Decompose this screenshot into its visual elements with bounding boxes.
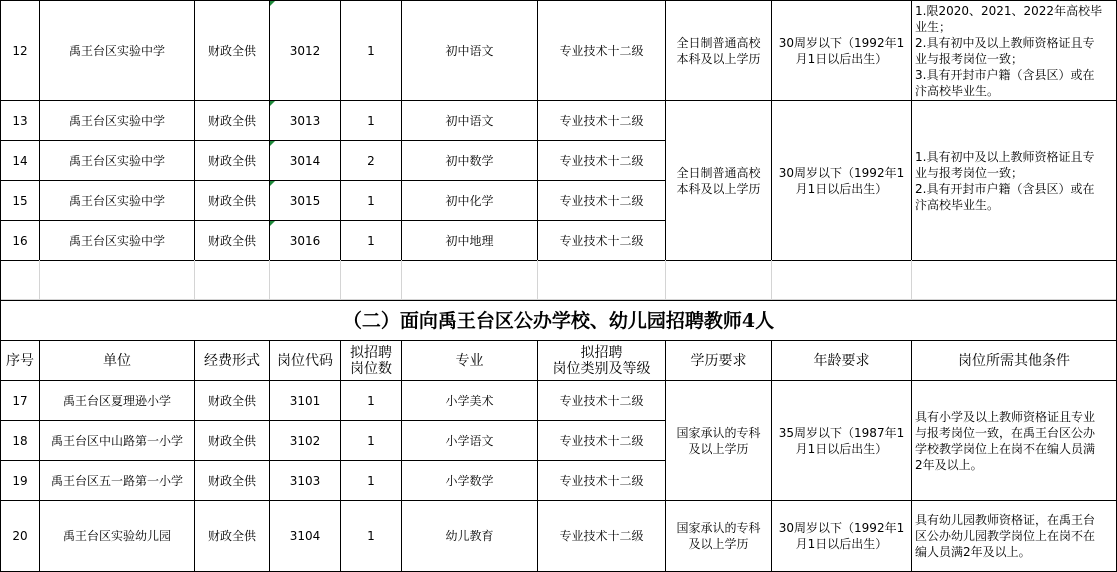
cell-major: 初中数学 bbox=[445, 153, 494, 168]
cell-unit: 禹王台区实验中学 bbox=[68, 233, 165, 248]
cell-other-conditions-merged: 具有小学及以上教师资格证且专业 与报考岗位一致，在禹王台区公办 学校教学岗位上在岗不在编人员满 2年及以上。 bbox=[915, 409, 1096, 472]
cell-grade: 专业技术十二级 bbox=[559, 153, 644, 168]
cell-code: 3102 bbox=[289, 433, 321, 448]
cell-grade: 专业技术十二级 bbox=[559, 393, 644, 408]
cell-major: 小学语文 bbox=[445, 433, 494, 448]
cell-age-merged: 30周岁以下（1992年1 月1日以后出生） bbox=[778, 165, 905, 196]
cell-no: 12 bbox=[12, 43, 28, 58]
cell-education: 国家承认的专科 及以上学历 bbox=[676, 521, 761, 551]
section-title: （二）面向禹王台区公办学校、幼儿园招聘教师4人 bbox=[342, 309, 775, 332]
header-grade: 拟招聘 岗位类别及等级 bbox=[552, 344, 651, 377]
cell-no: 15 bbox=[12, 193, 28, 208]
cell-count: 2 bbox=[367, 153, 375, 168]
cell-major: 小学美术 bbox=[445, 393, 494, 408]
header-unit: 单位 bbox=[103, 352, 131, 369]
header-other-conditions: 岗位所需其他条件 bbox=[958, 352, 1070, 369]
cell-other-conditions: 具有幼儿园教师资格证，在禹王台 区公办幼儿园教学岗位上在岗不在 编人员满2年及以上。 bbox=[915, 513, 1096, 559]
cell-unit: 禹王台区夏理逊小学 bbox=[62, 393, 171, 408]
cell-education-merged: 国家承认的专科 及以上学历 bbox=[676, 425, 761, 456]
cell-major: 初中地理 bbox=[445, 233, 494, 248]
cell-count: 1 bbox=[367, 529, 375, 543]
cell-funding: 财政全供 bbox=[207, 393, 256, 408]
header-code: 岗位代码 bbox=[277, 352, 333, 369]
cell-funding: 财政全供 bbox=[207, 193, 256, 208]
cell-unit: 禹王台区实验中学 bbox=[68, 113, 165, 128]
cell-age: 30周岁以下（1992年1 月1日以后出生） bbox=[778, 35, 905, 66]
cell-grade: 专业技术十二级 bbox=[559, 113, 644, 128]
cell-education-merged: 全日制普通高校 本科及以上学历 bbox=[676, 165, 761, 196]
cell-code: 3014 bbox=[289, 153, 321, 168]
cell-grade: 专业技术十二级 bbox=[559, 473, 644, 488]
cell-no: 17 bbox=[12, 393, 28, 408]
cell-count: 1 bbox=[367, 193, 375, 208]
cell-count: 1 bbox=[367, 233, 375, 248]
cell-code: 3103 bbox=[289, 473, 321, 488]
cell-grade: 专业技术十二级 bbox=[559, 233, 644, 248]
cell-unit: 禹王台区五一路第一小学 bbox=[50, 473, 183, 488]
cell-grade: 专业技术十二级 bbox=[559, 529, 644, 543]
cell-major: 初中化学 bbox=[445, 193, 494, 208]
cell-code: 3013 bbox=[289, 113, 321, 128]
cell-count: 1 bbox=[367, 473, 375, 488]
cell-major: 小学数学 bbox=[445, 473, 494, 488]
cell-no: 20 bbox=[12, 529, 28, 543]
cell-funding: 财政全供 bbox=[207, 233, 256, 248]
cell-funding: 财政全供 bbox=[207, 153, 256, 168]
cell-funding: 财政全供 bbox=[207, 113, 256, 128]
header-major: 专业 bbox=[455, 352, 484, 369]
cell-major: 初中语文 bbox=[445, 113, 494, 128]
cell-no: 14 bbox=[12, 153, 28, 168]
cell-education: 全日制普通高校 本科及以上学历 bbox=[676, 35, 761, 66]
cell-funding: 财政全供 bbox=[207, 433, 256, 448]
cell-funding: 财政全供 bbox=[207, 473, 256, 488]
header-count: 拟招聘 岗位数 bbox=[350, 344, 392, 377]
cell-code: 3101 bbox=[289, 393, 321, 408]
cell-major: 初中语文 bbox=[445, 43, 494, 58]
cell-count: 1 bbox=[367, 393, 375, 408]
cell-age: 30周岁以下（1992年1 月1日以后出生） bbox=[778, 521, 905, 551]
cell-no: 16 bbox=[12, 233, 28, 248]
cell-count: 1 bbox=[367, 43, 375, 58]
cell-unit: 禹王台区实验中学 bbox=[68, 43, 165, 58]
cell-age-merged: 35周岁以下（1987年1 月1日以后出生） bbox=[778, 425, 905, 456]
cell-major: 幼儿教育 bbox=[445, 529, 494, 543]
cell-unit: 禹王台区实验幼儿园 bbox=[62, 529, 171, 543]
cell-count: 1 bbox=[367, 433, 375, 448]
cell-unit: 禹王台区实验中学 bbox=[68, 153, 165, 168]
cell-funding: 财政全供 bbox=[207, 529, 256, 543]
cell-code: 3012 bbox=[289, 43, 321, 58]
cell-other-conditions: 1.限2020、2021、2022年高校毕 业生； 2.具有初中及以上教师资格证且专 业与报考岗位一致； 3.具有开封市户籍（含县区）或在 汴高校毕业生。 bbox=[915, 3, 1103, 98]
cell-no: 13 bbox=[12, 113, 28, 128]
cell-unit: 禹王台区中山路第一小学 bbox=[50, 433, 183, 448]
cell-grade: 专业技术十二级 bbox=[559, 193, 644, 208]
cell-funding: 财政全供 bbox=[207, 43, 256, 58]
cell-no: 18 bbox=[12, 433, 28, 448]
cell-code: 3015 bbox=[289, 193, 321, 208]
cell-other-conditions-merged: 1.具有初中及以上教师资格证且专 业与报考岗位一致； 2.具有开封市户籍（含县区）或在 汴高校毕业生。 bbox=[915, 149, 1095, 212]
cell-unit: 禹王台区实验中学 bbox=[68, 193, 165, 208]
cell-count: 1 bbox=[367, 113, 375, 128]
header-age: 年龄要求 bbox=[813, 352, 870, 369]
cell-code: 3016 bbox=[289, 233, 321, 248]
cell-code: 3104 bbox=[289, 529, 321, 543]
header-funding: 经费形式 bbox=[204, 352, 260, 369]
cell-grade: 专业技术十二级 bbox=[559, 43, 644, 58]
header-education: 学历要求 bbox=[690, 352, 747, 369]
cell-no: 19 bbox=[12, 473, 28, 488]
header-no: 序号 bbox=[6, 352, 34, 369]
cell-grade: 专业技术十二级 bbox=[559, 433, 644, 448]
